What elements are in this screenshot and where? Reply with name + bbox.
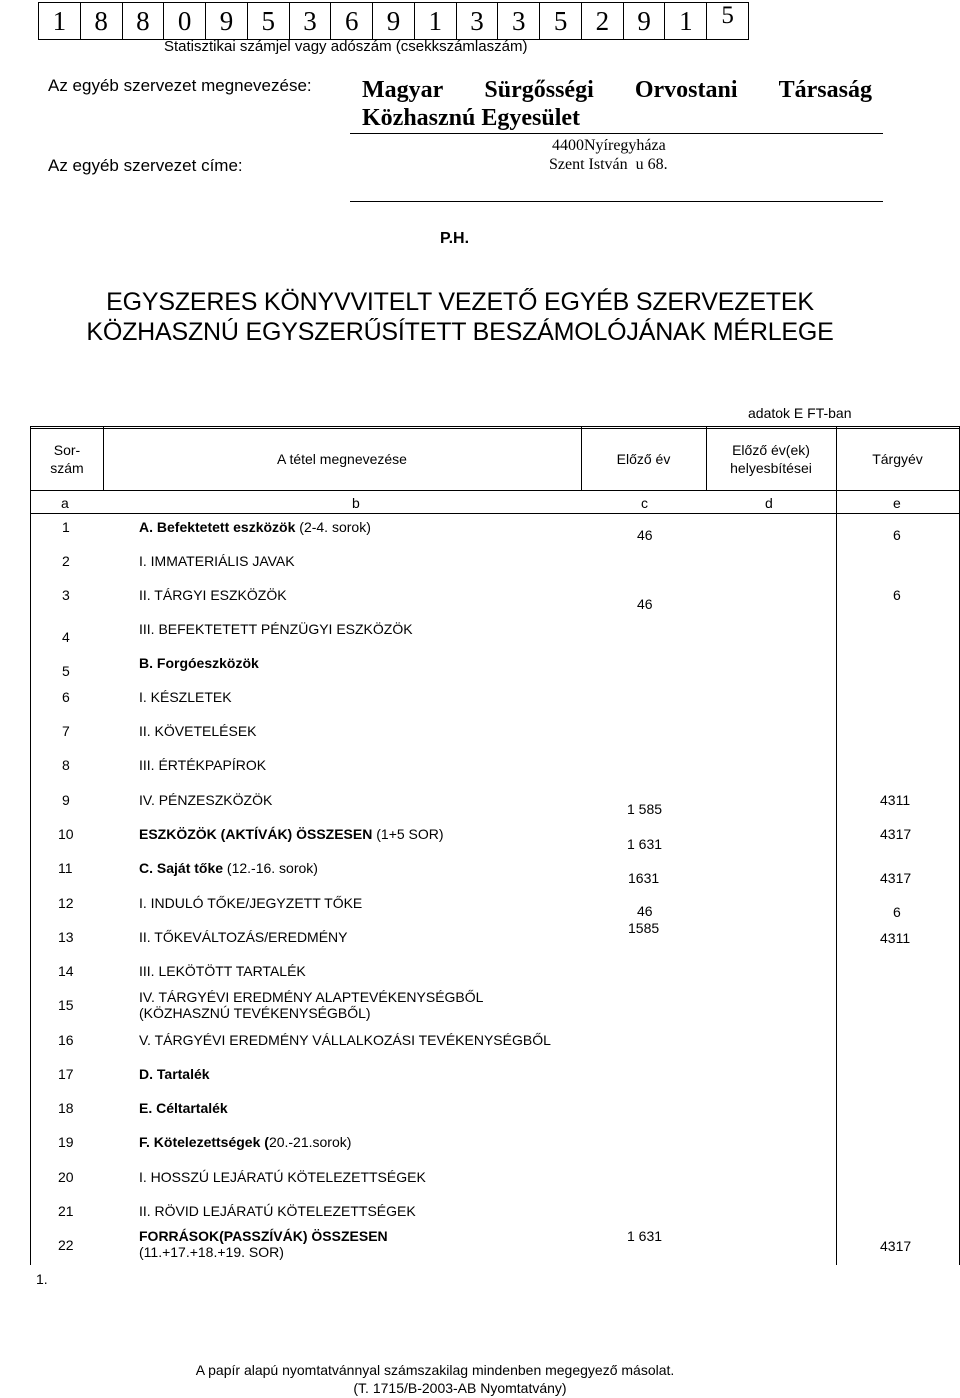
units-note: adatok E FT-ban xyxy=(748,405,852,421)
row-label: V. TÁRGYÉVI EREDMÉNY VÁLLALKOZÁSI TEVÉKENYSÉGBŐL xyxy=(139,1032,551,1048)
value-prev-year: 1 585 xyxy=(627,801,663,817)
row-label: II. KÖVETELÉSEK xyxy=(139,723,257,739)
org-address-line1: 4400Nyíregyháza xyxy=(552,137,666,154)
col-letter-a: a xyxy=(61,495,69,511)
col-letter-d: d xyxy=(765,495,773,511)
table-line xyxy=(31,428,960,429)
org-name-line2: Közhasznú Egyesület xyxy=(362,105,581,131)
row-number: 14 xyxy=(58,963,74,979)
row-number: 20 xyxy=(58,1169,74,1185)
row-label xyxy=(139,655,259,671)
tax-digit: 6 xyxy=(331,3,373,39)
tax-digit: 5 xyxy=(721,2,734,29)
footer-note: A papír alapú nyomtatvánnyal számszakilag mindenben megegyező másolat. xyxy=(195,1362,675,1378)
page-title-line1: EGYSZERES KÖNYVVITELT VEZETŐ EGYÉB SZERVEZETEK xyxy=(106,288,814,316)
row-label xyxy=(139,1100,228,1116)
value-current-year: 4311 xyxy=(880,930,911,946)
row-label-text: (12.-16. sorok) xyxy=(223,860,318,876)
org-name-word: Társaság xyxy=(778,77,872,103)
row-label: III. LEKÖTÖTT TARTALÉK xyxy=(139,963,306,979)
table-line xyxy=(836,427,837,1265)
value-prev-year: 1 631 xyxy=(627,836,663,852)
row-label: I. KÉSZLETEK xyxy=(139,689,232,705)
row-label-bold: FORRÁSOK(PASSZÍVÁK) ÖSSZESEN xyxy=(139,1228,388,1244)
row-label xyxy=(139,989,483,1021)
row-label xyxy=(139,1228,388,1260)
row-number: 15 xyxy=(58,997,74,1013)
tax-number-caption: Statisztikai számjel vagy adószám (csekkszámlaszám) xyxy=(164,38,528,55)
row-number: 1 xyxy=(62,519,70,535)
col-letter-b: b xyxy=(352,495,360,511)
row-label: I. IMMATERIÁLIS JAVAK xyxy=(139,553,295,569)
org-name-word: Orvostani xyxy=(634,77,738,103)
row-label xyxy=(139,860,318,876)
tax-digit: 9 xyxy=(206,3,248,39)
row-number: 12 xyxy=(58,895,74,911)
row-label-text: (KÖZHASZNÚ TEVÉKENYSÉGBŐL) xyxy=(139,1005,371,1021)
row-number: 5 xyxy=(62,663,70,679)
row-label: I. HOSSZÚ LEJÁRATÚ KÖTELEZETTSÉGEK xyxy=(139,1169,426,1185)
tax-digit: 3 xyxy=(457,3,499,39)
row-label xyxy=(139,826,444,842)
row-number: 18 xyxy=(58,1100,74,1116)
header-row-number xyxy=(31,441,103,477)
row-label-text: (1+5 SOR) xyxy=(372,826,444,842)
row-label: III. ÉRTÉKPAPÍROK xyxy=(139,757,267,773)
tax-digit: 5 xyxy=(248,3,290,39)
row-label: III. BEFEKTETETT PÉNZÜGYI ESZKÖZÖK xyxy=(139,621,413,637)
address-underline xyxy=(350,201,883,202)
value-current-year: 6 xyxy=(893,527,901,543)
tax-digit: 1 xyxy=(415,3,457,39)
tax-digit: 9 xyxy=(624,3,666,39)
value-current-year: 4317 xyxy=(880,826,912,842)
row-label xyxy=(139,1066,210,1082)
tax-digit: 3 xyxy=(290,3,332,39)
row-label-bold: C. Saját tőke xyxy=(139,860,224,876)
name-underline xyxy=(350,133,883,134)
tax-digit: 9 xyxy=(373,3,415,39)
row-number: 4 xyxy=(62,629,70,645)
tax-digit: 0 xyxy=(164,3,206,39)
row-label: II. TÁRGYI ESZKÖZÖK xyxy=(139,587,287,603)
row-label xyxy=(139,1134,351,1150)
value-prev-year: 46 xyxy=(637,527,653,543)
row-label-bold: B. Forgóeszközök xyxy=(139,655,259,671)
row-label-bold: A. Befektetett eszközök xyxy=(139,519,296,535)
row-label-text: 20.-21.sorok) xyxy=(268,1134,352,1150)
org-name-word: Magyar xyxy=(362,77,444,103)
row-number: 6 xyxy=(62,689,70,705)
page-number: 1. xyxy=(36,1271,48,1287)
row-number: 21 xyxy=(58,1203,74,1219)
header-text: Előző év(ek) xyxy=(732,442,810,458)
row-label-text: IV. TÁRGYÉVI EREDMÉNY ALAPTEVÉKENYSÉGBŐL xyxy=(139,989,484,1005)
value-prev-year: 1631 xyxy=(628,870,660,886)
tax-digit: 5 xyxy=(540,3,582,39)
tax-digit: 3 xyxy=(498,3,540,39)
row-label-bold: D. Tartalék xyxy=(139,1066,210,1082)
value-current-year: 4317 xyxy=(880,1238,912,1254)
value-current-year: 6 xyxy=(893,904,901,920)
row-number: 11 xyxy=(58,860,73,876)
stamp-placeholder: P.H. xyxy=(440,230,470,247)
col-letter-c: c xyxy=(641,495,648,511)
row-number: 22 xyxy=(58,1237,74,1253)
row-label-bold: F. Kötelezettségek ( xyxy=(139,1134,269,1150)
header-item-name: A tétel megnevezése xyxy=(277,451,407,467)
org-address-line2: Szent István u 68. xyxy=(549,156,668,173)
row-number: 19 xyxy=(58,1134,74,1150)
org-name-word: Sürgősségi xyxy=(484,77,594,103)
tax-digit: 8 xyxy=(123,3,165,39)
row-label xyxy=(139,519,371,535)
row-number: 10 xyxy=(58,826,74,842)
row-number: 13 xyxy=(58,929,74,945)
row-label: II. TŐKEVÁLTOZÁS/EREDMÉNY xyxy=(139,929,348,945)
row-number: 3 xyxy=(62,587,70,603)
header-text: szám xyxy=(50,460,84,476)
table-line xyxy=(31,490,960,491)
header-previous-year: Előző év xyxy=(616,451,671,467)
value-prev-year: 46 xyxy=(637,903,653,919)
org-name-line1 xyxy=(362,77,872,104)
row-number: 9 xyxy=(62,792,70,808)
header-text: Sor- xyxy=(53,442,81,458)
row-label-text: (2-4. sorok) xyxy=(295,519,371,535)
tax-digit: 1 xyxy=(39,3,81,39)
row-label-bold: E. Céltartalék xyxy=(139,1100,228,1116)
row-number: 2 xyxy=(62,553,70,569)
header-adjustments xyxy=(706,441,836,477)
row-label-bold: ESZKÖZÖK (AKTÍVÁK) ÖSSZESEN xyxy=(139,826,373,842)
header-current-year: Tárgyév xyxy=(872,451,923,467)
table-line xyxy=(31,513,960,514)
tax-digit: 8 xyxy=(81,3,123,39)
value-current-year: 6 xyxy=(893,587,901,603)
value-prev-year: 1 631 xyxy=(627,1228,663,1244)
col-letter-e: e xyxy=(893,495,901,511)
row-label: IV. PÉNZESZKÖZÖK xyxy=(139,792,273,808)
row-number: 17 xyxy=(58,1066,74,1082)
header-text: helyesbítései xyxy=(730,460,812,476)
footer-form-id: (T. 1715/B-2003-AB Nyomtatvány) xyxy=(353,1380,567,1396)
row-label: II. RÖVID LEJÁRATÚ KÖTELEZETTSÉGEK xyxy=(139,1203,416,1219)
org-name-label: Az egyéb szervezet megnevezése: xyxy=(48,76,312,95)
value-prev-year: 46 xyxy=(637,596,653,612)
value-current-year: 4311 xyxy=(880,792,911,808)
page-title-line2: KÖZHASZNÚ EGYSZERŰSÍTETT BESZÁMOLÓJÁNAK MÉRLEGE xyxy=(86,318,834,346)
row-label: I. INDULÓ TŐKE/JEGYZETT TŐKE xyxy=(139,895,363,911)
row-number: 8 xyxy=(62,757,70,773)
value-current-year: 4317 xyxy=(880,870,912,886)
tax-digit: 2 xyxy=(582,3,624,39)
balance-sheet-table xyxy=(30,426,960,1265)
org-address-label: Az egyéb szervezet címe: xyxy=(48,156,243,175)
tax-digit: 1 xyxy=(665,3,707,39)
row-number: 16 xyxy=(58,1032,74,1048)
row-number: 7 xyxy=(62,723,70,739)
tax-number-boxes xyxy=(38,2,749,40)
row-label-text: (11.+17.+18.+19. SOR) xyxy=(139,1244,284,1260)
value-prev-year: 1585 xyxy=(628,920,660,936)
